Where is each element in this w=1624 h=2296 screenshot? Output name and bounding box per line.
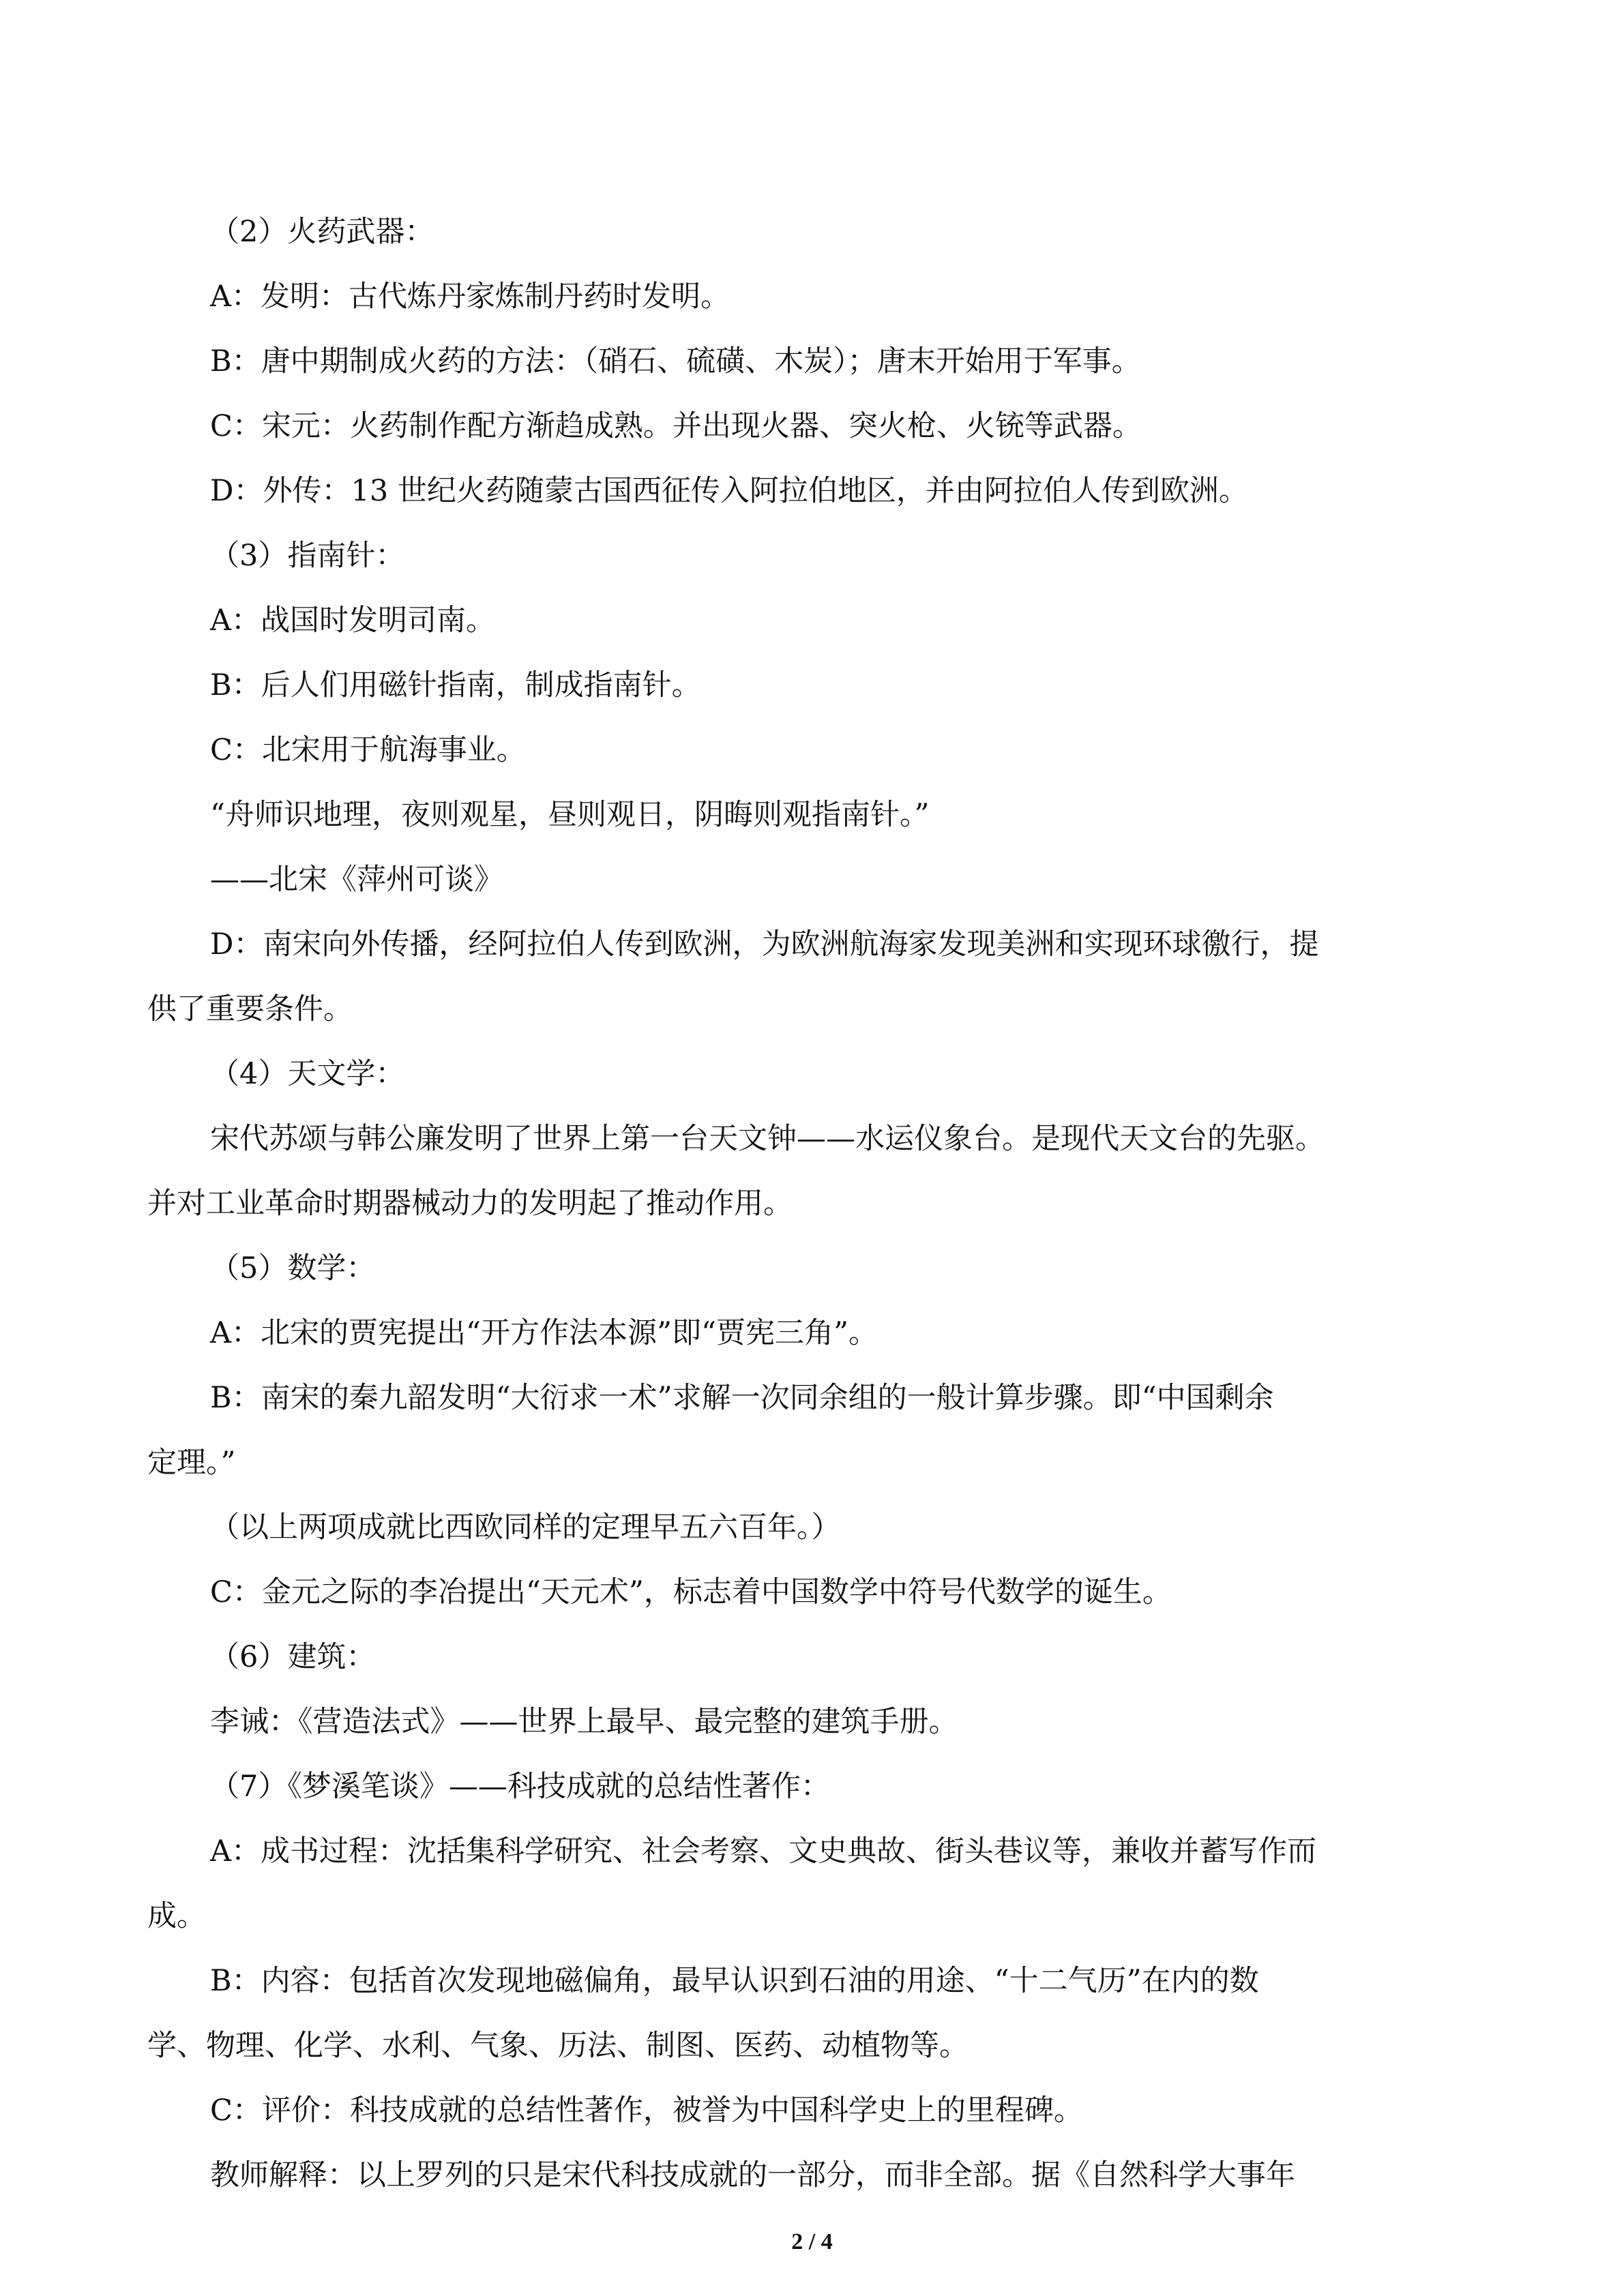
- text-line: 李诫：《营造法式》——世界上最早、最完整的建筑手册。: [210, 1705, 958, 1739]
- text-line: D：外传：13 世纪火药随蒙古国西征传入阿拉伯地区，并由阿拉伯人传到欧洲。: [210, 474, 1248, 508]
- text-line: C：评价：科技成就的总结性著作，被誉为中国科学史上的里程碑。: [210, 2093, 1083, 2128]
- text-line: C：宋元：火药制作配方渐趋成熟。并出现火器、突火枪、火铳等武器。: [210, 409, 1142, 443]
- text-line: B：内容：包括首次发现地磁偏角，最早认识到石油的用途、“十二气历”在内的数: [210, 1964, 1259, 1998]
- text-line: （6）建筑：: [210, 1640, 376, 1674]
- text-line: A：战国时发明司南。: [210, 603, 496, 638]
- text-line: 定理。”: [147, 1446, 236, 1480]
- text-line: B：南宋的秦九韶发明“大衍求一术”求解一次同余组的一般计算步骤。即“中国剩余: [210, 1381, 1274, 1415]
- text-line: B：唐中期制成火药的方法：（硝石、硫磺、木炭）；唐末开始用于军事。: [210, 344, 1141, 378]
- text-line: （5）数学：: [210, 1251, 376, 1285]
- text-line: 并对工业革命时期器械动力的发明起了推动作用。: [147, 1187, 793, 1221]
- text-line: 教师解释：以上罗列的只是宋代科技成就的一部分，而非全部。据《自然科学大事年: [210, 2158, 1295, 2192]
- text-line: C：北宋用于航海事业。: [210, 733, 526, 767]
- quote-line: “舟师识地理，夜则观星，昼则观日，阴晦则观指南针。”: [210, 798, 930, 832]
- text-line: 成。: [147, 1899, 206, 1933]
- text-line: （3）指南针：: [210, 539, 405, 573]
- text-line: 学、物理、化学、水利、气象、历法、制图、医药、动植物等。: [147, 2029, 969, 2063]
- text-line: 供了重要条件。: [147, 992, 353, 1026]
- text-line: 宋代苏颂与韩公廉发明了世界上第一台天文钟——水运仪象台。是现代天文台的先驱。: [210, 1122, 1325, 1156]
- page-number: 2 / 4: [791, 2229, 833, 2254]
- text-line: （4）天文学：: [210, 1057, 405, 1091]
- text-line: C：金元之际的李冶提出“天元术”，标志着中国数学中符号代数学的诞生。: [210, 1575, 1172, 1609]
- quote-source: ——北宋《萍州可谈》: [210, 863, 503, 897]
- text-line: A：发明：古代炼丹家炼制丹药时发明。: [210, 280, 730, 314]
- text-line: （2）火药武器：: [210, 215, 434, 249]
- text-line: A：北宋的贾宪提出“开方作法本源”即“贾宪三角”。: [210, 1316, 878, 1350]
- text-line: （7）《梦溪笔谈》——科技成就的总结性著作：: [210, 1770, 830, 1804]
- text-line: D：南宋向外传播，经阿拉伯人传到欧洲，为欧洲航海家发现美洲和实现环球徼行，提: [210, 927, 1319, 961]
- text-line: （以上两项成就比西欧同样的定理早五六百年。）: [210, 1510, 841, 1545]
- text-line: B：后人们用磁针指南，制成指南针。: [210, 668, 701, 702]
- text-line: A：成书过程：沈括集科学研究、社会考察、文史典故、街头巷议等，兼收并蓄写作而: [210, 1834, 1317, 1868]
